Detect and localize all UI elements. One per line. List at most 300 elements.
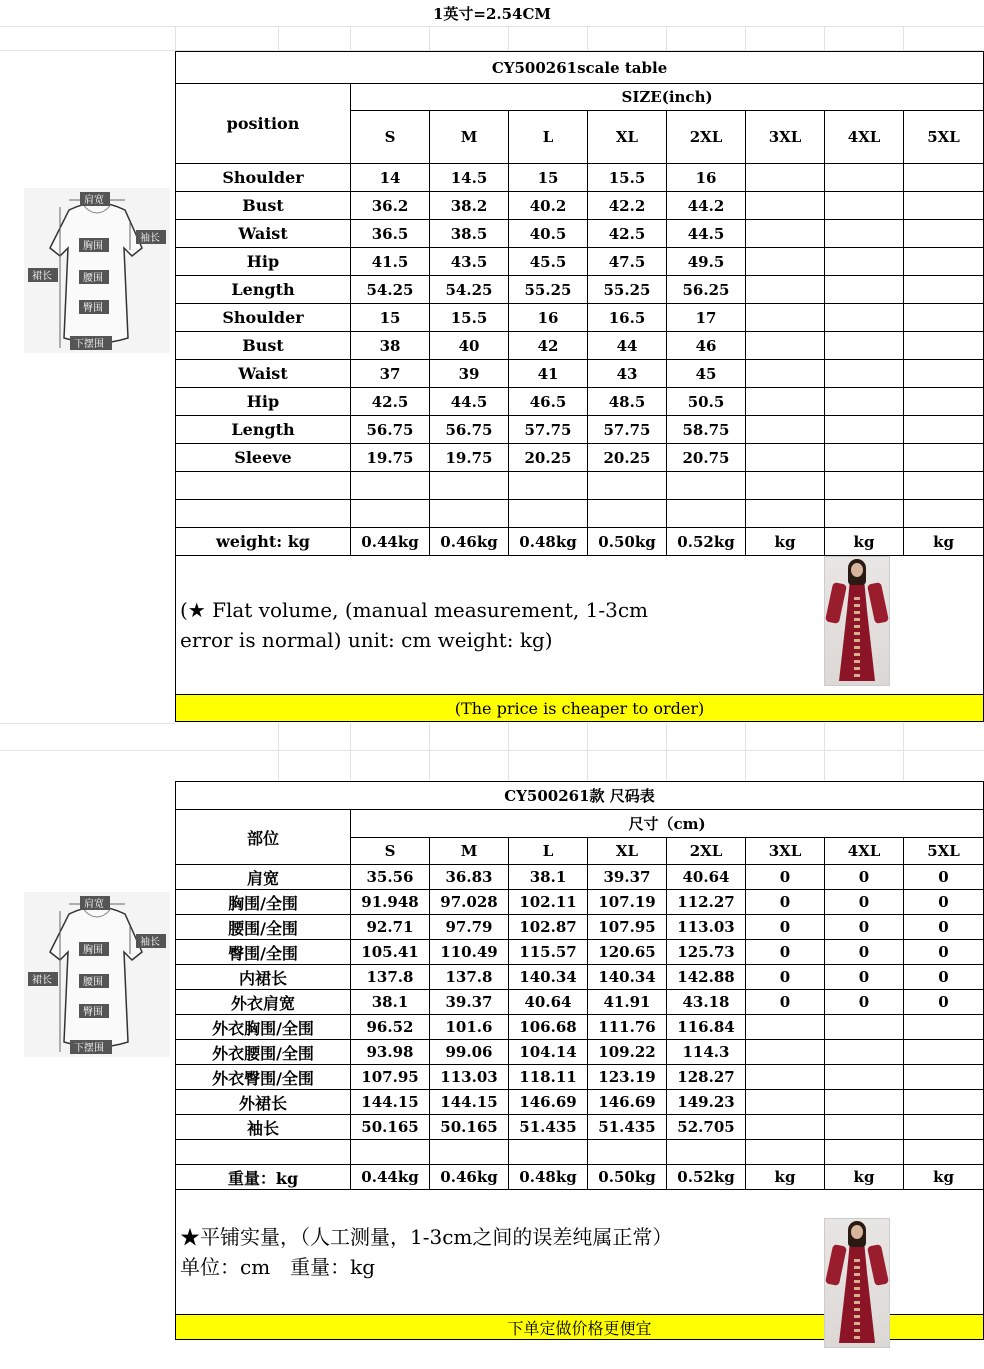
row-label: 臀围/全围 xyxy=(176,940,351,965)
measurement-cell xyxy=(904,248,984,276)
sheet-gridline xyxy=(175,26,176,50)
svg-text:腰围: 腰围 xyxy=(83,977,103,988)
measurement-cell: 55.25 xyxy=(588,276,667,304)
measurement-cell xyxy=(746,276,825,304)
weight-cell: 0.52kg xyxy=(667,1165,746,1190)
measurement-cell: 37 xyxy=(351,360,430,388)
svg-text:袖长: 袖长 xyxy=(140,233,160,244)
row-label: 外衣臀围/全围 xyxy=(176,1065,351,1090)
measurement-cell: 0 xyxy=(825,940,904,965)
position-header: 部位 xyxy=(176,810,351,865)
table-row xyxy=(176,416,984,444)
sheet-gridline xyxy=(350,723,351,780)
measurement-cell xyxy=(825,472,904,500)
measurement-cell xyxy=(904,500,984,528)
measurement-cell: 0 xyxy=(825,965,904,990)
measurement-cell xyxy=(825,276,904,304)
measurement-cell: 92.71 xyxy=(351,915,430,940)
sheet-gridline xyxy=(508,26,509,50)
weight-cell: 0.52kg xyxy=(667,528,746,556)
measurement-cell xyxy=(825,416,904,444)
measurement-cell xyxy=(825,1140,904,1165)
svg-text:肩宽: 肩宽 xyxy=(84,899,104,910)
table-row xyxy=(176,890,984,915)
measurement-cell xyxy=(825,1115,904,1140)
measurement-cell xyxy=(825,360,904,388)
measurement-cell: 97.79 xyxy=(430,915,509,940)
measurement-cell: 120.65 xyxy=(588,940,667,965)
measurement-cell xyxy=(746,1040,825,1065)
table-row xyxy=(176,192,984,220)
weight-cell: 0.44kg xyxy=(351,528,430,556)
size-label: 2XL xyxy=(667,838,746,865)
measurement-cell xyxy=(351,1140,430,1165)
table-row xyxy=(176,1040,984,1065)
measurement-cell: 43.18 xyxy=(667,990,746,1015)
measurement-cell: 38.1 xyxy=(509,865,588,890)
measurement-cell xyxy=(746,1015,825,1040)
measurement-cell: 50.165 xyxy=(351,1115,430,1140)
measurement-cell: 114.3 xyxy=(667,1040,746,1065)
measurement-cell: 35.56 xyxy=(351,865,430,890)
measurement-cell: 0 xyxy=(746,890,825,915)
sheet-gridline xyxy=(429,723,430,780)
measurement-cell: 16 xyxy=(667,164,746,192)
measurement-cell xyxy=(904,444,984,472)
measurement-cell: 115.57 xyxy=(509,940,588,965)
measurement-cell: 15.5 xyxy=(430,304,509,332)
measurement-cell xyxy=(746,192,825,220)
weight-cell: 0.46kg xyxy=(430,1165,509,1190)
sheet-gridline xyxy=(587,26,588,50)
measurement-cell: 137.8 xyxy=(351,965,430,990)
measurement-cell: 57.75 xyxy=(588,416,667,444)
weight-cell: 0.46kg xyxy=(430,528,509,556)
measurement-cell: 0 xyxy=(825,915,904,940)
measurement-cell xyxy=(667,472,746,500)
measurement-cell: 0 xyxy=(746,940,825,965)
svg-text:下摆围: 下摆围 xyxy=(74,339,104,350)
measurement-cell xyxy=(746,416,825,444)
price-footer: 下单定做价格更便宜 xyxy=(176,1315,984,1340)
measurement-cell: 118.11 xyxy=(509,1065,588,1090)
measurement-cell: 41.91 xyxy=(588,990,667,1015)
row-label xyxy=(176,1140,351,1165)
measurement-cell: 39 xyxy=(430,360,509,388)
weight-row xyxy=(176,1165,984,1190)
measurement-cell xyxy=(430,500,509,528)
dress-outline-icon xyxy=(24,892,170,1057)
size-label: 5XL xyxy=(904,111,984,164)
measurement-cell xyxy=(904,1065,984,1090)
sheet-gridline xyxy=(824,723,825,780)
measurement-cell: 93.98 xyxy=(351,1040,430,1065)
table-row xyxy=(176,276,984,304)
sheet-gridline xyxy=(350,26,351,50)
size-label: S xyxy=(351,111,430,164)
weight-cell: 0.48kg xyxy=(509,1165,588,1190)
measurement-cell: 42.2 xyxy=(588,192,667,220)
table-row xyxy=(176,1065,984,1090)
measurement-cell xyxy=(746,472,825,500)
sheet-gridline xyxy=(745,723,746,780)
measurement-cell xyxy=(588,1140,667,1165)
weight-cell: kg xyxy=(904,528,984,556)
size-label: XL xyxy=(588,111,667,164)
measurement-cell xyxy=(825,248,904,276)
measurement-cell: 19.75 xyxy=(430,444,509,472)
measurement-cell: 51.435 xyxy=(588,1115,667,1140)
measurement-cell: 140.34 xyxy=(588,965,667,990)
measurement-cell: 17 xyxy=(667,304,746,332)
measurement-cell: 44.2 xyxy=(667,192,746,220)
weight-cell: kg xyxy=(825,528,904,556)
table-row xyxy=(176,1090,984,1115)
measurement-cell: 109.22 xyxy=(588,1040,667,1065)
measurement-cell: 39.37 xyxy=(588,865,667,890)
measurement-cell xyxy=(904,192,984,220)
size-header: 尺寸（cm) xyxy=(351,810,984,838)
measurement-cell: 112.27 xyxy=(667,890,746,915)
measurement-cell: 104.14 xyxy=(509,1040,588,1065)
measurement-cell xyxy=(904,332,984,360)
size-label: S xyxy=(351,838,430,865)
measurement-cell: 20.25 xyxy=(509,444,588,472)
measurement-cell: 101.6 xyxy=(430,1015,509,1040)
row-label: 肩宽 xyxy=(176,865,351,890)
measurement-cell xyxy=(509,1140,588,1165)
svg-text:肩宽: 肩宽 xyxy=(84,195,104,206)
measurement-cell: 110.49 xyxy=(430,940,509,965)
measurement-cell: 0 xyxy=(904,915,984,940)
size-label: 3XL xyxy=(746,838,825,865)
measurement-cell xyxy=(667,1140,746,1165)
row-label: Length xyxy=(176,416,351,444)
measurement-cell: 50.5 xyxy=(667,388,746,416)
sheet-gridline xyxy=(429,26,430,50)
measurement-cell: 0 xyxy=(746,915,825,940)
note-line: error is normal) unit: cm weight: kg) xyxy=(180,628,553,652)
sheet-gridline xyxy=(903,26,904,50)
row-label: Shoulder xyxy=(176,164,351,192)
row-label: Hip xyxy=(176,248,351,276)
measurement-cell: 144.15 xyxy=(351,1090,430,1115)
size-label: 4XL xyxy=(825,111,904,164)
measurement-cell xyxy=(509,500,588,528)
weight-row xyxy=(176,528,984,556)
measurement-cell xyxy=(746,248,825,276)
svg-text:臀围: 臀围 xyxy=(83,303,103,314)
measurement-cell: 146.69 xyxy=(588,1090,667,1115)
row-label: 胸围/全围 xyxy=(176,890,351,915)
row-label: 内裙长 xyxy=(176,965,351,990)
row-label: 袖长 xyxy=(176,1115,351,1140)
inch-rows xyxy=(176,164,984,528)
measurement-cell xyxy=(825,500,904,528)
size-label: L xyxy=(509,111,588,164)
measurement-cell xyxy=(825,304,904,332)
measurement-cell xyxy=(825,332,904,360)
row-label: Sleeve xyxy=(176,444,351,472)
measurement-cell: 113.03 xyxy=(667,915,746,940)
cm-rows xyxy=(176,865,984,1165)
sheet-gridline xyxy=(745,26,746,50)
table-row xyxy=(176,332,984,360)
size-header: SIZE(inch) xyxy=(351,84,984,111)
measurement-cell: 50.165 xyxy=(430,1115,509,1140)
measurement-cell: 44 xyxy=(588,332,667,360)
measurement-cell: 14.5 xyxy=(430,164,509,192)
table-row xyxy=(176,248,984,276)
table-row xyxy=(176,360,984,388)
measurement-cell xyxy=(904,1015,984,1040)
measurement-cell: 107.95 xyxy=(588,915,667,940)
measurement-cell: 41.5 xyxy=(351,248,430,276)
svg-text:胸围: 胸围 xyxy=(83,945,103,956)
measurement-cell: 0 xyxy=(825,890,904,915)
measurement-cell: 137.8 xyxy=(430,965,509,990)
sheet-gridline xyxy=(587,723,588,780)
table-row xyxy=(176,1140,984,1165)
measurement-cell: 0 xyxy=(904,865,984,890)
measurement-cell: 40.64 xyxy=(509,990,588,1015)
measurement-cell xyxy=(746,1140,825,1165)
measurement-cell xyxy=(746,304,825,332)
sheet-gridline xyxy=(508,723,509,780)
measurement-cell xyxy=(904,1115,984,1140)
measurement-cell: 40.64 xyxy=(667,865,746,890)
measurement-cell: 40 xyxy=(430,332,509,360)
measurement-cell: 0 xyxy=(904,890,984,915)
measurement-cell xyxy=(746,1065,825,1090)
measurement-cell: 52.705 xyxy=(667,1115,746,1140)
size-label: 5XL xyxy=(904,838,984,865)
measurement-cell: 0 xyxy=(904,965,984,990)
measurement-cell: 39.37 xyxy=(430,990,509,1015)
measurement-cell xyxy=(904,1090,984,1115)
measurement-cell xyxy=(904,304,984,332)
row-label: Waist xyxy=(176,220,351,248)
measurement-cell: 107.95 xyxy=(351,1065,430,1090)
measurement-cell: 15 xyxy=(351,304,430,332)
measurement-cell: 38.5 xyxy=(430,220,509,248)
sheet-gridline xyxy=(0,723,175,724)
measurement-cell xyxy=(746,360,825,388)
table-row xyxy=(176,164,984,192)
measurement-cell xyxy=(746,220,825,248)
svg-text:胸围: 胸围 xyxy=(83,241,103,252)
note-line: ★平铺实量，（人工测量，1-3cm之间的误差纯属正常） xyxy=(180,1225,673,1249)
table-row xyxy=(176,1115,984,1140)
measurement-cell xyxy=(825,1090,904,1115)
measurement-cell: 96.52 xyxy=(351,1015,430,1040)
measurement-diagram xyxy=(24,188,170,353)
note-line: (★ Flat volume, (manual measurement, 1-3cm xyxy=(180,598,649,622)
row-label xyxy=(176,472,351,500)
measurement-cell: 125.73 xyxy=(667,940,746,965)
measurement-cell: 140.34 xyxy=(509,965,588,990)
measurement-cell: 0 xyxy=(825,865,904,890)
measurement-cell xyxy=(825,388,904,416)
measurement-cell: 45 xyxy=(667,360,746,388)
measurement-cell: 15 xyxy=(509,164,588,192)
measurement-cell: 43.5 xyxy=(430,248,509,276)
measurement-cell: 97.028 xyxy=(430,890,509,915)
measurement-cell: 113.03 xyxy=(430,1065,509,1090)
measurement-cell xyxy=(904,276,984,304)
measurement-cell: 106.68 xyxy=(509,1015,588,1040)
measurement-cell: 99.06 xyxy=(430,1040,509,1065)
measurement-cell: 105.41 xyxy=(351,940,430,965)
table-row xyxy=(176,500,984,528)
measurement-cell: 49.5 xyxy=(667,248,746,276)
measurement-cell xyxy=(825,1065,904,1090)
measurement-cell: 38.2 xyxy=(430,192,509,220)
product-photo xyxy=(824,556,890,686)
measurement-cell: 19.75 xyxy=(351,444,430,472)
measurement-cell: 16 xyxy=(509,304,588,332)
measurement-cell: 36.83 xyxy=(430,865,509,890)
measurement-cell: 55.25 xyxy=(509,276,588,304)
table-row xyxy=(176,990,984,1015)
measurement-cell: 44.5 xyxy=(667,220,746,248)
weight-cell: 0.44kg xyxy=(351,1165,430,1190)
table-row xyxy=(176,865,984,890)
measurement-cell: 40.2 xyxy=(509,192,588,220)
svg-text:裙长: 裙长 xyxy=(32,271,52,282)
sheet-gridline xyxy=(824,26,825,50)
weight-cell: kg xyxy=(746,1165,825,1190)
svg-text:裙长: 裙长 xyxy=(32,975,52,986)
table-row xyxy=(176,472,984,500)
measurement-diagram xyxy=(24,892,170,1057)
measurement-cell: 58.75 xyxy=(667,416,746,444)
measurement-cell: 0 xyxy=(746,990,825,1015)
measurement-cell: 56.75 xyxy=(351,416,430,444)
measurement-cell xyxy=(904,472,984,500)
table-row xyxy=(176,304,984,332)
table-row xyxy=(176,388,984,416)
measurement-cell xyxy=(430,472,509,500)
measurement-cell xyxy=(746,388,825,416)
weight-label: 重量：kg xyxy=(176,1165,351,1190)
product-photo xyxy=(824,1218,890,1348)
row-label: Waist xyxy=(176,360,351,388)
measurement-cell xyxy=(825,444,904,472)
row-label: Shoulder xyxy=(176,304,351,332)
measurement-cell: 107.19 xyxy=(588,890,667,915)
measurement-cell: 47.5 xyxy=(588,248,667,276)
measurement-cell: 38.1 xyxy=(351,990,430,1015)
measurement-cell: 16.5 xyxy=(588,304,667,332)
table-row xyxy=(176,965,984,990)
table-row xyxy=(176,940,984,965)
row-label: 外衣肩宽 xyxy=(176,990,351,1015)
row-label: 腰围/全围 xyxy=(176,915,351,940)
measurement-cell: 91.948 xyxy=(351,890,430,915)
measurement-cell: 146.69 xyxy=(509,1090,588,1115)
measurement-cell xyxy=(746,1090,825,1115)
measurement-cell xyxy=(746,332,825,360)
measurement-cell xyxy=(430,1140,509,1165)
measurement-cell: 144.15 xyxy=(430,1090,509,1115)
row-label: Hip xyxy=(176,388,351,416)
position-header: position xyxy=(176,84,351,164)
measurement-cell: 45.5 xyxy=(509,248,588,276)
measurement-cell: 41 xyxy=(509,360,588,388)
measurement-cell xyxy=(825,164,904,192)
measurement-cell: 42.5 xyxy=(351,388,430,416)
svg-text:腰围: 腰围 xyxy=(83,273,103,284)
weight-cell: kg xyxy=(825,1165,904,1190)
measurement-cell: 57.75 xyxy=(509,416,588,444)
measurement-cell xyxy=(904,1040,984,1065)
measurement-cell xyxy=(351,472,430,500)
measurement-cell: 38 xyxy=(351,332,430,360)
measurement-cell xyxy=(825,220,904,248)
measurement-cell: 46.5 xyxy=(509,388,588,416)
sheet-gridline xyxy=(278,26,279,50)
size-label: M xyxy=(430,838,509,865)
size-label: M xyxy=(430,111,509,164)
measurement-cell xyxy=(825,1040,904,1065)
measurement-cell: 116.84 xyxy=(667,1015,746,1040)
measurement-cell: 20.75 xyxy=(667,444,746,472)
sheet-gridline xyxy=(0,750,984,751)
sheet-gridline xyxy=(0,26,984,27)
table-row xyxy=(176,1015,984,1040)
weight-cell: 0.48kg xyxy=(509,528,588,556)
inch-conversion-note: 1英寸=2.54CM xyxy=(432,5,552,23)
measurement-cell: 43 xyxy=(588,360,667,388)
measurement-cell: 44.5 xyxy=(430,388,509,416)
measurement-cell xyxy=(351,500,430,528)
row-label: Bust xyxy=(176,332,351,360)
measurement-cell: 142.88 xyxy=(667,965,746,990)
row-label xyxy=(176,500,351,528)
measurement-cell xyxy=(904,164,984,192)
measurement-cell xyxy=(904,360,984,388)
measurement-cell: 56.25 xyxy=(667,276,746,304)
svg-text:臀围: 臀围 xyxy=(83,1007,103,1018)
measurement-cell: 0 xyxy=(825,990,904,1015)
measurement-cell: 14 xyxy=(351,164,430,192)
measurement-cell: 102.11 xyxy=(509,890,588,915)
measurement-cell xyxy=(825,192,904,220)
row-label: 外衣胸围/全围 xyxy=(176,1015,351,1040)
table-row xyxy=(176,220,984,248)
note-line: 单位：cm 重量：kg xyxy=(180,1255,376,1279)
table-title: CY500261款 尺码表 xyxy=(176,782,984,810)
measurement-cell: 128.27 xyxy=(667,1065,746,1090)
sheet-gridline xyxy=(666,723,667,780)
measurement-cell xyxy=(588,472,667,500)
measurement-cell xyxy=(746,1115,825,1140)
measurement-cell: 149.23 xyxy=(667,1090,746,1115)
measurement-cell: 36.5 xyxy=(351,220,430,248)
measurement-cell: 48.5 xyxy=(588,388,667,416)
measurement-cell xyxy=(825,1015,904,1040)
measurement-cell: 42 xyxy=(509,332,588,360)
measurement-cell: 0 xyxy=(904,990,984,1015)
size-label: XL xyxy=(588,838,667,865)
weight-label: weight: kg xyxy=(176,528,351,556)
measurement-cell: 111.76 xyxy=(588,1015,667,1040)
size-label: 2XL xyxy=(667,111,746,164)
measurement-cell xyxy=(904,1140,984,1165)
measurement-cell xyxy=(667,500,746,528)
measurement-cell: 54.25 xyxy=(351,276,430,304)
